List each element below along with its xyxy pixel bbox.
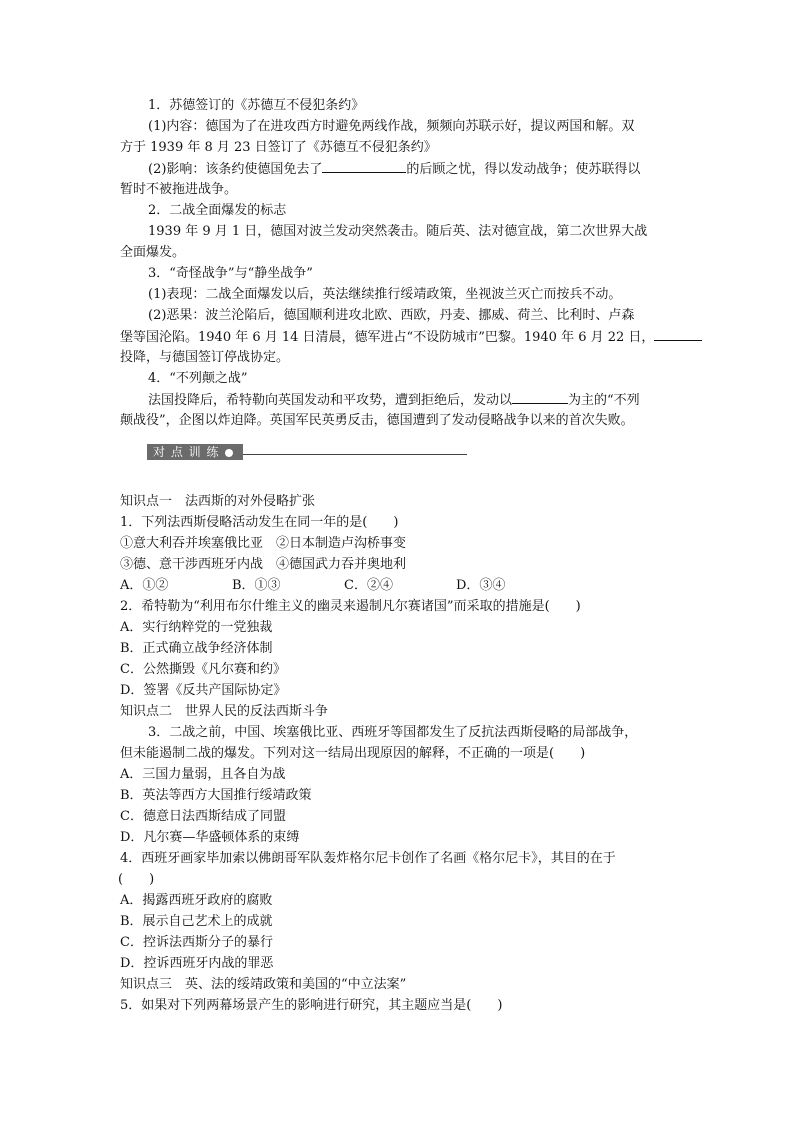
option-b[interactable]: B．展示自己艺术上的成就 bbox=[120, 914, 273, 929]
paragraph-line: 全面爆发。 bbox=[120, 245, 186, 260]
paragraph-line: (1)表现：二战全面爆发以后，英法继续推行绥靖政策，坐视波兰灭亡而按兵不动。 bbox=[148, 287, 622, 302]
paragraph-text: (2)影响：该条约使德国免去了 bbox=[148, 162, 323, 177]
paragraph-text: 为主的“不列 bbox=[568, 393, 640, 408]
option-a[interactable]: A．①② bbox=[120, 578, 169, 593]
knowledge-point-heading: 知识点三 英、法的绥靖政策和美国的“中立法案” bbox=[120, 977, 407, 992]
section-heading: 3．“奇怪战争”与“静坐战争” bbox=[148, 266, 313, 281]
paragraph-line: (2)恶果：波兰沦陷后，德国顺利进攻北欧、西欧，丹麦、挪威、荷兰、比利时、卢森 bbox=[148, 308, 635, 323]
dot-icon bbox=[225, 449, 233, 457]
option-d[interactable]: D．凡尔赛—华盛顿体系的束缚 bbox=[120, 830, 300, 845]
paragraph-line: 方于 1939 年 8 月 23 日签订了《苏德互不侵犯条约》 bbox=[120, 140, 437, 155]
option-d[interactable]: D．控诉西班牙内战的罪恶 bbox=[120, 956, 274, 971]
question-stem: 但未能遏制二战的爆发。下列对这一结局出现原因的解释，不正确的一项是( ) bbox=[120, 746, 586, 761]
paragraph-line bbox=[120, 327, 680, 348]
question-stem: 2．希特勒为“利用布尔什维主义的幽灵来遏制凡尔赛诸国”而采取的措施是( ) bbox=[120, 599, 581, 614]
banner-label: 对 点 训 练 bbox=[153, 445, 220, 459]
option-a[interactable]: A．实行纳粹党的一党独裁 bbox=[120, 620, 273, 635]
paragraph-text: 的后顾之忧，得以发动战争；使苏联得以 bbox=[406, 162, 641, 177]
option-b[interactable]: B．正式确立战争经济体制 bbox=[120, 641, 273, 656]
paragraph-text: 法国投降后，希特勒向英国发动和平攻势，遭到拒绝后，发动以 bbox=[148, 393, 513, 408]
option-b[interactable]: B．英法等西方大国推行绥靖政策 bbox=[120, 788, 312, 803]
question-item: ③德、意干涉西班牙内战 ④德国武力吞并奥地利 bbox=[120, 557, 407, 572]
banner-label-box bbox=[147, 444, 243, 460]
answer-bracket: ( ) bbox=[118, 872, 155, 887]
question-stem: 1．下列法西斯侵略活动发生在同一年的是( ) bbox=[120, 515, 399, 530]
paragraph-line: 颠战役”，企图以炸迫降。英国军民英勇反击，德国遭到了发动侵略战争以来的首次失败。 bbox=[120, 413, 634, 428]
option-a[interactable]: A．揭露西班牙政府的腐败 bbox=[120, 893, 273, 908]
option-c[interactable]: C．德意日法西斯结成了同盟 bbox=[120, 809, 286, 824]
paragraph-line: 投降，与德国签订停战协定。 bbox=[120, 350, 290, 365]
question-stem: 5．如果对下列两幕场景产生的影响进行研究，其主题应当是( ) bbox=[120, 998, 503, 1013]
option-d[interactable]: D．签署《反共产国际协定》 bbox=[120, 683, 287, 698]
option-b[interactable]: B．①③ bbox=[232, 578, 281, 593]
paragraph-line bbox=[148, 390, 708, 411]
question-item: ①意大利吞并埃塞俄比亚 ②日本制造卢沟桥事变 bbox=[120, 536, 407, 551]
knowledge-point-heading: 知识点二 世界人民的反法西斯斗争 bbox=[120, 704, 329, 719]
paragraph-line: 1939 年 9 月 1 日，德国对波兰发动突然袭击。随后英、法对德宣战，第二次世界大战 bbox=[148, 224, 648, 239]
practice-banner bbox=[147, 444, 467, 460]
fill-blank[interactable] bbox=[512, 390, 568, 404]
fill-blank[interactable] bbox=[654, 327, 702, 341]
option-a[interactable]: A．三国力量弱，且各自为战 bbox=[120, 767, 286, 782]
question-stem: 3．二战之前，中国、埃塞俄比亚、西班牙等国都发生了反抗法西斯侵略的局部战争， bbox=[148, 725, 638, 740]
paragraph-line bbox=[148, 159, 708, 180]
option-c[interactable]: C．②④ bbox=[344, 578, 393, 593]
option-c[interactable]: C．公然撕毁《凡尔赛和约》 bbox=[120, 662, 286, 677]
paragraph-text: 堡等国沦陷。1940 年 6 月 14 日清晨，德军进占“不设防城市”巴黎。1940 年 6 月 22 日， bbox=[120, 330, 655, 345]
option-d[interactable]: D．③④ bbox=[456, 578, 506, 593]
option-row bbox=[120, 576, 680, 596]
section-heading: 4．“不列颠之战” bbox=[148, 371, 248, 386]
section-heading: 2．二战全面爆发的标志 bbox=[148, 203, 287, 218]
banner-divider bbox=[243, 454, 467, 455]
question-stem: 4．西班牙画家毕加索以佛朗哥军队轰炸格尔尼卡创作了名画《格尔尼卡》，其目的在于 bbox=[120, 851, 616, 866]
fill-blank[interactable] bbox=[322, 159, 406, 173]
option-c[interactable]: C．控诉法西斯分子的暴行 bbox=[120, 935, 273, 950]
paragraph-line: 暂时不被拖进战争。 bbox=[120, 182, 238, 197]
section-heading: 1．苏德签订的《苏德互不侵犯条约》 bbox=[148, 98, 365, 113]
knowledge-point-heading: 知识点一 法西斯的对外侵略扩张 bbox=[120, 494, 316, 509]
paragraph-line: (1)内容：德国为了在进攻西方时避免两线作战，频频向苏联示好，提议两国和解。双 bbox=[148, 119, 635, 134]
